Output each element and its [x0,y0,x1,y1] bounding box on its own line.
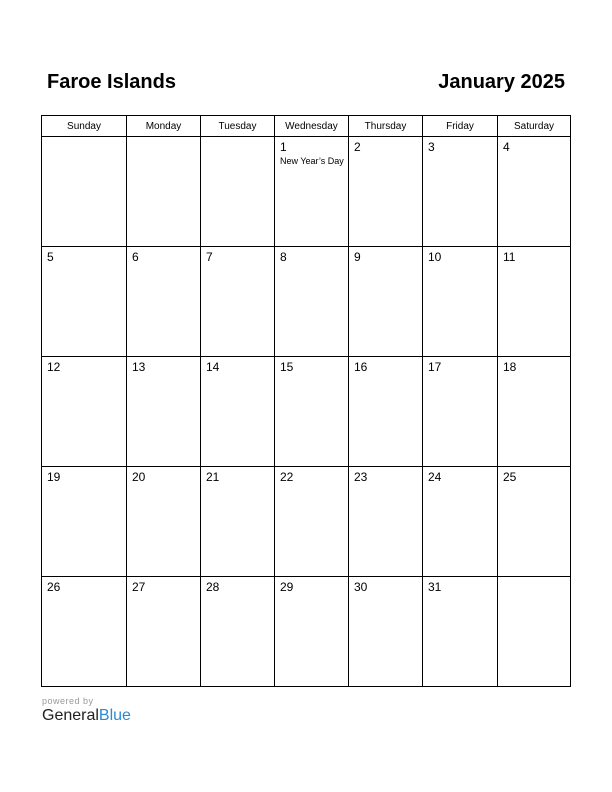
day-cell [201,247,275,357]
day-cell [498,357,571,467]
day-cell [349,357,423,467]
day-cell [275,247,349,357]
day-cell [349,577,423,687]
day-number: 19 [47,470,61,484]
weekday-saturday: Saturday [498,116,571,137]
weekday-tuesday: Tuesday [201,116,275,137]
day-number: 1 [280,140,287,154]
day-number: 13 [132,360,146,374]
day-cell [201,357,275,467]
brand-logo [42,707,131,725]
day-number: 28 [206,580,220,594]
day-cell [42,247,127,357]
day-number: 23 [354,470,368,484]
day-number: 10 [428,250,442,264]
day-cell [127,247,201,357]
week-row [42,137,571,247]
day-cell [275,137,349,247]
weekday-thursday: Thursday [349,116,423,137]
week-row [42,467,571,577]
day-cell [42,577,127,687]
day-number: 21 [206,470,220,484]
day-number: 4 [503,140,510,154]
day-cell [201,577,275,687]
day-number [498,577,570,580]
day-cell [349,467,423,577]
day-number: 14 [206,360,220,374]
day-cell [127,357,201,467]
day-cell [201,467,275,577]
day-number: 30 [354,580,368,594]
calendar-grid [41,115,571,687]
day-number: 11 [503,250,516,264]
day-cell [423,137,498,247]
day-number [42,137,126,140]
day-number: 18 [503,360,517,374]
day-number: 8 [280,250,287,264]
footer-branding [42,696,131,725]
day-cell [498,467,571,577]
day-cell [127,577,201,687]
day-number: 6 [132,250,139,264]
day-number: 2 [354,140,361,154]
weekday-sunday: Sunday [42,116,127,137]
day-cell [498,137,571,247]
day-cell [127,467,201,577]
day-number: 9 [354,250,361,264]
day-cell [423,357,498,467]
day-cell [127,137,201,247]
month-title: January 2025 [438,71,565,93]
day-cell [275,357,349,467]
day-cell [275,577,349,687]
day-number: 20 [132,470,146,484]
day-number [201,137,274,140]
day-number: 17 [428,360,442,374]
day-cell [423,467,498,577]
day-cell [498,577,571,687]
day-number: 12 [47,360,61,374]
day-number: 25 [503,470,517,484]
day-number: 27 [132,580,146,594]
day-cell [498,247,571,357]
day-number: 5 [47,250,54,264]
day-number: 15 [280,360,294,374]
week-row [42,247,571,357]
day-cell [201,137,275,247]
day-number: 22 [280,470,294,484]
day-number: 31 [428,580,442,594]
weekday-monday: Monday [127,116,201,137]
day-number: 26 [47,580,61,594]
brand-blue: Blue [98,707,131,724]
day-number [127,137,200,140]
week-row [42,577,571,687]
day-cell [349,247,423,357]
country-title: Faroe Islands [47,71,176,93]
powered-by-text: powered by [42,696,94,706]
day-cell [349,137,423,247]
day-number: 29 [280,580,294,594]
day-cell [42,467,127,577]
weekday-friday: Friday [423,116,498,137]
brand-general: General [42,707,99,724]
holiday-label: New Year’s Day [280,156,344,166]
day-cell [423,577,498,687]
day-number: 3 [428,140,435,154]
day-cell [275,467,349,577]
day-cell [42,137,127,247]
weekday-header-row [42,116,571,137]
day-number: 24 [428,470,442,484]
day-number: 7 [206,250,213,264]
day-number: 16 [354,360,368,374]
week-row [42,357,571,467]
weekday-wednesday: Wednesday [275,116,349,137]
day-cell [423,247,498,357]
day-cell [42,357,127,467]
